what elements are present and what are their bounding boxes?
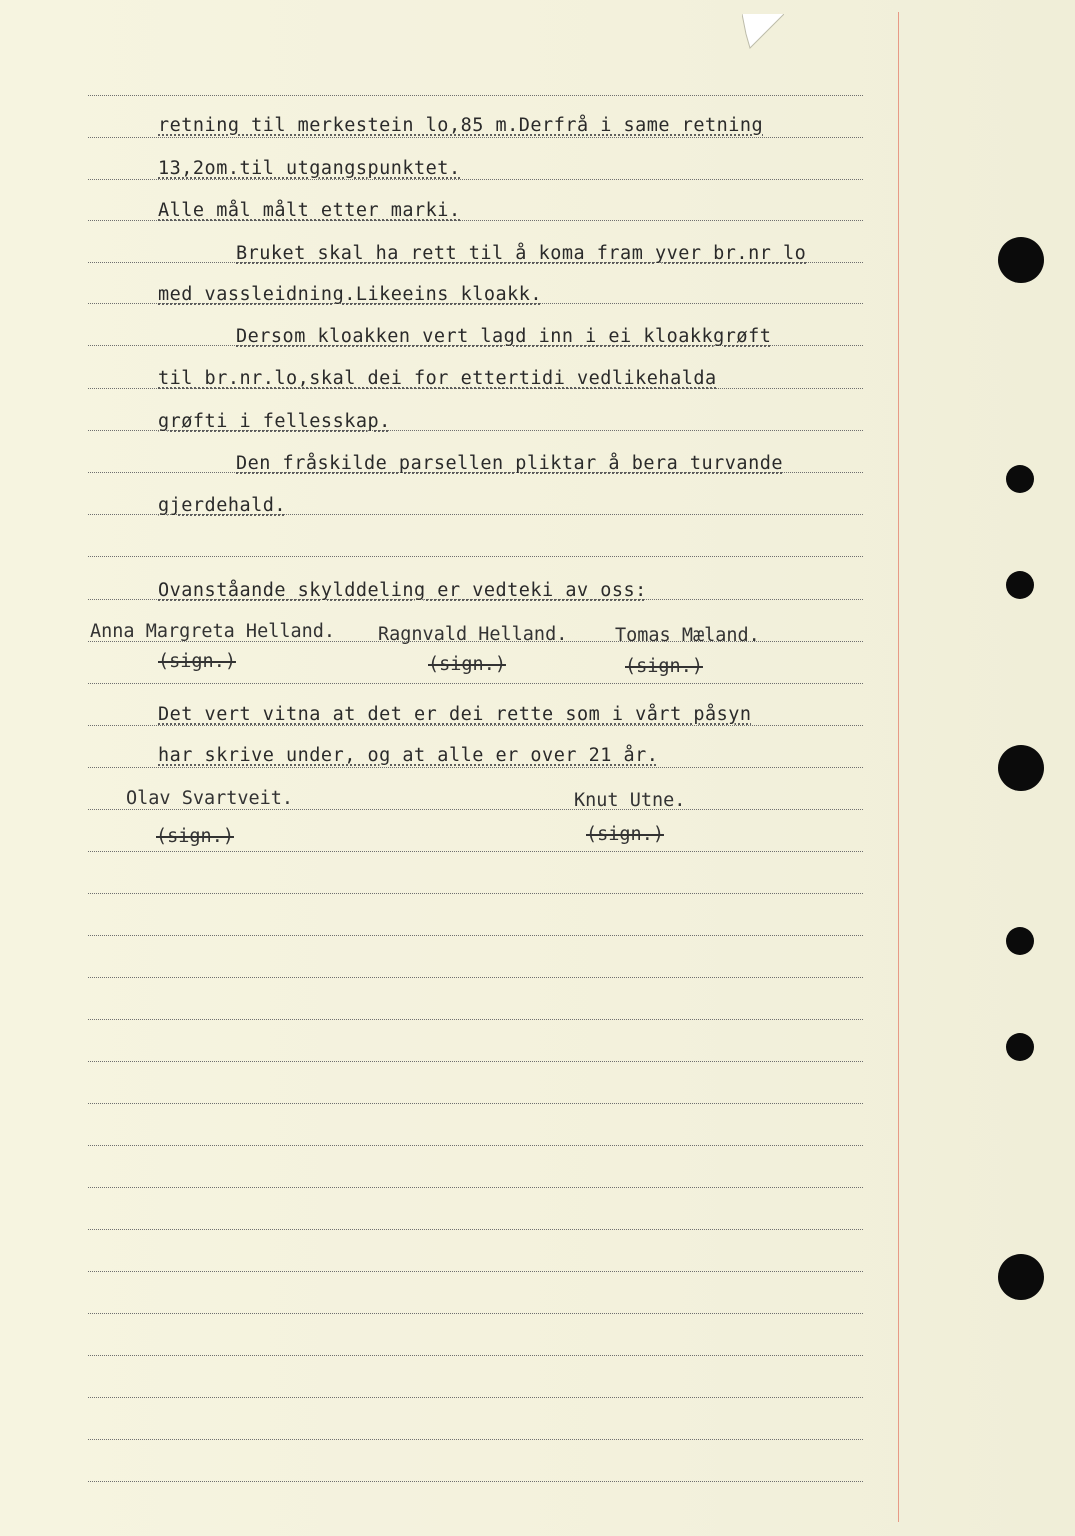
sign-mark: (sign.) [158, 651, 236, 672]
text-line: gjerdehald. [158, 495, 287, 516]
punch-hole [1006, 1033, 1034, 1061]
sign-mark: (sign.) [586, 824, 664, 845]
text-line: 13,2om.til utgangspunktet. [158, 158, 461, 179]
text-line: Det vert vitna at det er dei rette som i vårt påsyn [158, 704, 752, 725]
punch-hole [1006, 571, 1034, 599]
margin-line [898, 12, 899, 1522]
ruled-line [88, 1019, 863, 1020]
witness-name: Olav Svartveit. [126, 788, 294, 809]
text-line: Dersom kloakken vert lagd inn i ei kloakkgrøft [236, 326, 772, 347]
ruled-line [88, 1481, 863, 1482]
ruled-line [88, 809, 863, 810]
ruled-line [88, 1313, 863, 1314]
ruled-line [88, 1187, 863, 1188]
ruled-line [88, 556, 863, 557]
signatory-name: Anna Margreta Helland. [90, 621, 336, 642]
ruled-line [88, 1439, 863, 1440]
ruled-line [88, 1397, 863, 1398]
sign-mark: (sign.) [428, 654, 506, 675]
text-line: grøfti i fellesskap. [158, 411, 391, 432]
ruled-line [88, 767, 863, 768]
ruled-line [88, 95, 863, 96]
ruled-line [88, 137, 863, 138]
text-line: Bruket skal ha rett til å koma fram yver br.nr lo [236, 243, 807, 264]
text-line: Den fråskilde parsellen pliktar å bera turvande [236, 453, 783, 474]
ruled-line [88, 725, 863, 726]
text-line: til br.nr.lo,skal dei for ettertidi vedlikehalda [158, 368, 717, 389]
ruled-line [88, 1145, 863, 1146]
ruled-line [88, 977, 863, 978]
text-line: Ovanståande skylddeling er vedteki av oss: [158, 580, 647, 601]
ruled-line [88, 893, 863, 894]
punch-hole [1006, 927, 1034, 955]
ruled-line [88, 683, 863, 684]
ruled-line [88, 935, 863, 936]
ruled-line [88, 1229, 863, 1230]
text-line: med vassleidning.Likeeins kloakk. [158, 284, 543, 305]
ruled-line [88, 1355, 863, 1356]
text-line: har skrive under, og at alle er over 21 år. [158, 745, 659, 766]
text-line: Alle mål målt etter marki. [158, 200, 461, 221]
ruled-line [88, 1061, 863, 1062]
signatory-name: Tomas Mæland. [615, 625, 760, 646]
torn-corner [742, 14, 784, 50]
signatory-name: Ragnvald Helland. [378, 624, 568, 645]
punch-hole [998, 1254, 1044, 1300]
sign-mark: (sign.) [625, 656, 703, 677]
ruled-line [88, 1271, 863, 1272]
ruled-line [88, 179, 863, 180]
punch-hole [1006, 465, 1034, 493]
ruled-line [88, 851, 863, 852]
text-line: retning til merkestein lo,85 m.Derfrå i same retning [158, 115, 764, 136]
witness-name: Knut Utne. [574, 790, 686, 811]
punch-hole [998, 745, 1044, 791]
ruled-line [88, 1103, 863, 1104]
punch-hole [998, 237, 1044, 283]
sign-mark: (sign.) [156, 826, 234, 847]
